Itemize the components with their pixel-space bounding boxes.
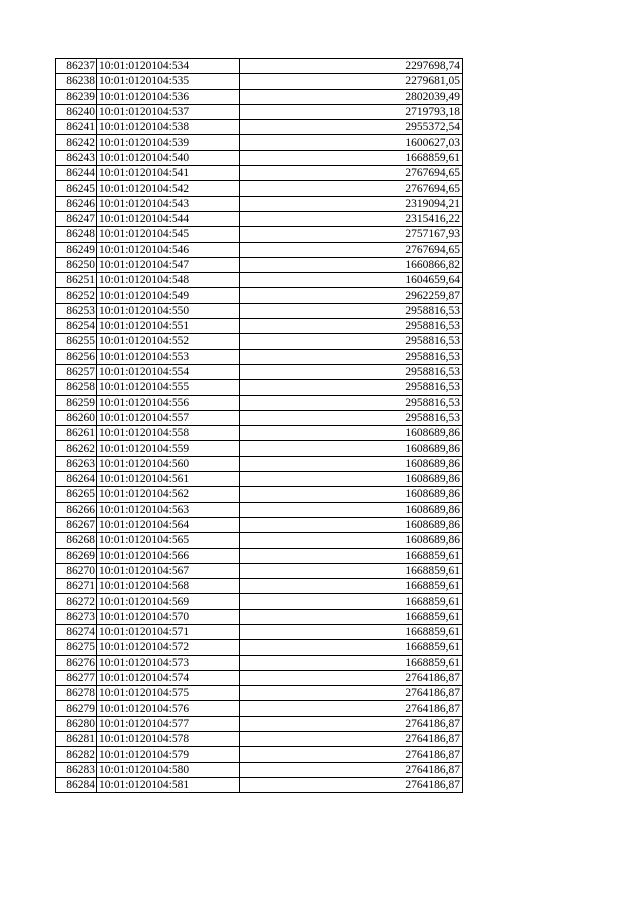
cadastral-number-cell: 10:01:0120104:555 [97, 380, 240, 395]
table-row [56, 762, 463, 777]
cadastral-number-cell: 10:01:0120104:541 [97, 166, 240, 181]
table-row [56, 89, 463, 104]
row-number-cell: 86242 [56, 135, 97, 150]
cadastral-value-cell: 2297698,74 [240, 59, 463, 74]
row-number-cell: 86244 [56, 166, 97, 181]
cadastral-number-cell: 10:01:0120104:540 [97, 150, 240, 165]
row-number-cell: 86264 [56, 472, 97, 487]
cadastral-number-cell: 10:01:0120104:565 [97, 533, 240, 548]
cadastral-number-cell: 10:01:0120104:550 [97, 303, 240, 318]
cadastral-value-cell: 2319094,21 [240, 196, 463, 211]
table-row [56, 670, 463, 685]
cadastral-number-cell: 10:01:0120104:537 [97, 104, 240, 119]
table-row [56, 120, 463, 135]
table-body [56, 59, 463, 793]
cadastral-value-cell: 1668859,61 [240, 655, 463, 670]
cadastral-value-cell: 1608689,86 [240, 426, 463, 441]
cadastral-number-cell: 10:01:0120104:542 [97, 181, 240, 196]
cadastral-value-cell: 1668859,61 [240, 579, 463, 594]
row-number-cell: 86275 [56, 640, 97, 655]
cadastral-number-cell: 10:01:0120104:566 [97, 548, 240, 563]
row-number-cell: 86277 [56, 670, 97, 685]
row-number-cell: 86273 [56, 609, 97, 624]
cadastral-number-cell: 10:01:0120104:539 [97, 135, 240, 150]
cadastral-value-cell: 1668859,61 [240, 150, 463, 165]
table-row [56, 303, 463, 318]
cadastral-number-cell: 10:01:0120104:568 [97, 579, 240, 594]
cadastral-value-cell: 2958816,53 [240, 303, 463, 318]
cadastral-number-cell: 10:01:0120104:538 [97, 120, 240, 135]
cadastral-value-cell: 1608689,86 [240, 502, 463, 517]
row-number-cell: 86239 [56, 89, 97, 104]
cadastral-value-cell: 1608689,86 [240, 533, 463, 548]
table-row [56, 701, 463, 716]
cadastral-number-cell: 10:01:0120104:573 [97, 655, 240, 670]
row-number-cell: 86259 [56, 395, 97, 410]
table-row [56, 563, 463, 578]
row-number-cell: 86274 [56, 624, 97, 639]
row-number-cell: 86260 [56, 410, 97, 425]
table-row [56, 426, 463, 441]
table-row [56, 517, 463, 532]
cadastral-value-cell: 1608689,86 [240, 456, 463, 471]
cadastral-number-cell: 10:01:0120104:545 [97, 227, 240, 242]
cadastral-number-cell: 10:01:0120104:556 [97, 395, 240, 410]
table-row [56, 319, 463, 334]
row-number-cell: 86281 [56, 732, 97, 747]
cadastral-value-cell: 2958816,53 [240, 319, 463, 334]
table-row [56, 410, 463, 425]
cadastral-value-cell: 1660866,82 [240, 257, 463, 272]
row-number-cell: 86248 [56, 227, 97, 242]
row-number-cell: 86254 [56, 319, 97, 334]
table-row [56, 395, 463, 410]
row-number-cell: 86271 [56, 579, 97, 594]
cadastral-number-cell: 10:01:0120104:553 [97, 349, 240, 364]
cadastral-number-cell: 10:01:0120104:551 [97, 319, 240, 334]
cadastral-value-cell: 1668859,61 [240, 640, 463, 655]
row-number-cell: 86279 [56, 701, 97, 716]
table-row [56, 166, 463, 181]
cadastral-number-cell: 10:01:0120104:574 [97, 670, 240, 685]
cadastral-number-cell: 10:01:0120104:544 [97, 211, 240, 226]
row-number-cell: 86245 [56, 181, 97, 196]
row-number-cell: 86268 [56, 533, 97, 548]
row-number-cell: 86266 [56, 502, 97, 517]
row-number-cell: 86237 [56, 59, 97, 74]
row-number-cell: 86272 [56, 594, 97, 609]
cadastral-number-cell: 10:01:0120104:581 [97, 777, 240, 792]
row-number-cell: 86262 [56, 441, 97, 456]
row-number-cell: 86269 [56, 548, 97, 563]
row-number-cell: 86278 [56, 686, 97, 701]
cadastral-value-cell: 2958816,53 [240, 395, 463, 410]
cadastral-number-cell: 10:01:0120104:577 [97, 716, 240, 731]
cadastral-number-cell: 10:01:0120104:560 [97, 456, 240, 471]
table-row [56, 380, 463, 395]
row-number-cell: 86263 [56, 456, 97, 471]
cadastral-number-cell: 10:01:0120104:543 [97, 196, 240, 211]
row-number-cell: 86243 [56, 150, 97, 165]
table-row [56, 472, 463, 487]
cadastral-value-cell: 2764186,87 [240, 777, 463, 792]
row-number-cell: 86282 [56, 747, 97, 762]
cadastral-number-cell: 10:01:0120104:563 [97, 502, 240, 517]
row-number-cell: 86252 [56, 288, 97, 303]
cadastral-number-cell: 10:01:0120104:567 [97, 563, 240, 578]
cadastral-number-cell: 10:01:0120104:578 [97, 732, 240, 747]
cadastral-value-cell: 2958816,53 [240, 334, 463, 349]
cadastral-number-cell: 10:01:0120104:548 [97, 273, 240, 288]
table-row [56, 135, 463, 150]
table-row [56, 686, 463, 701]
cadastral-value-cell: 2764186,87 [240, 732, 463, 747]
row-number-cell: 86283 [56, 762, 97, 777]
cadastral-value-cell: 2767694,65 [240, 166, 463, 181]
cadastral-value-cell: 2802039,49 [240, 89, 463, 104]
cadastral-value-cell: 1604659,64 [240, 273, 463, 288]
cadastral-value-cell: 1608689,86 [240, 487, 463, 502]
cadastral-number-cell: 10:01:0120104:576 [97, 701, 240, 716]
cadastral-value-cell: 2719793,18 [240, 104, 463, 119]
table-row [56, 59, 463, 74]
cadastral-number-cell: 10:01:0120104:580 [97, 762, 240, 777]
cadastral-value-cell: 1668859,61 [240, 548, 463, 563]
cadastral-value-cell: 2958816,53 [240, 364, 463, 379]
cadastral-number-cell: 10:01:0120104:572 [97, 640, 240, 655]
cadastral-value-cell: 1668859,61 [240, 609, 463, 624]
cadastral-value-cell: 2764186,87 [240, 762, 463, 777]
row-number-cell: 86258 [56, 380, 97, 395]
cadastral-value-cell: 1668859,61 [240, 624, 463, 639]
table-row [56, 716, 463, 731]
table-row [56, 487, 463, 502]
cadastral-value-cell: 2962259,87 [240, 288, 463, 303]
cadastral-number-cell: 10:01:0120104:536 [97, 89, 240, 104]
cadastral-number-cell: 10:01:0120104:559 [97, 441, 240, 456]
cadastral-value-cell: 2767694,65 [240, 181, 463, 196]
cadastral-number-cell: 10:01:0120104:549 [97, 288, 240, 303]
cadastral-number-cell: 10:01:0120104:571 [97, 624, 240, 639]
table-row [56, 579, 463, 594]
cadastral-value-cell: 1600627,03 [240, 135, 463, 150]
cadastral-value-cell: 2764186,87 [240, 701, 463, 716]
table-row [56, 364, 463, 379]
table-row [56, 502, 463, 517]
row-number-cell: 86238 [56, 74, 97, 89]
cadastral-number-cell: 10:01:0120104:562 [97, 487, 240, 502]
cadastral-number-cell: 10:01:0120104:569 [97, 594, 240, 609]
row-number-cell: 86256 [56, 349, 97, 364]
table-row [56, 273, 463, 288]
table-row [56, 609, 463, 624]
cadastral-value-cell: 1608689,86 [240, 472, 463, 487]
row-number-cell: 86241 [56, 120, 97, 135]
table-row [56, 732, 463, 747]
cadastral-number-cell: 10:01:0120104:557 [97, 410, 240, 425]
cadastral-value-cell: 2958816,53 [240, 380, 463, 395]
table-row [56, 227, 463, 242]
table-row [56, 242, 463, 257]
cadastral-number-cell: 10:01:0120104:554 [97, 364, 240, 379]
row-number-cell: 86267 [56, 517, 97, 532]
table-row [56, 594, 463, 609]
cadastral-value-cell: 2764186,87 [240, 686, 463, 701]
table-row [56, 533, 463, 548]
table-row [56, 74, 463, 89]
table-row [56, 196, 463, 211]
table-row [56, 104, 463, 119]
row-number-cell: 86240 [56, 104, 97, 119]
table-row [56, 211, 463, 226]
row-number-cell: 86284 [56, 777, 97, 792]
row-number-cell: 86251 [56, 273, 97, 288]
row-number-cell: 86257 [56, 364, 97, 379]
table-row [56, 441, 463, 456]
table-row [56, 257, 463, 272]
row-number-cell: 86270 [56, 563, 97, 578]
row-number-cell: 86249 [56, 242, 97, 257]
cadastral-value-cell: 2764186,87 [240, 670, 463, 685]
row-number-cell: 86261 [56, 426, 97, 441]
table-row [56, 349, 463, 364]
cadastral-value-cell: 2764186,87 [240, 747, 463, 762]
table-row [56, 288, 463, 303]
cadastral-value-cell: 2958816,53 [240, 349, 463, 364]
table-row [56, 624, 463, 639]
row-number-cell: 86280 [56, 716, 97, 731]
row-number-cell: 86255 [56, 334, 97, 349]
cadastral-number-cell: 10:01:0120104:535 [97, 74, 240, 89]
cadastral-value-table [55, 58, 463, 793]
cadastral-value-cell: 2757167,93 [240, 227, 463, 242]
cadastral-number-cell: 10:01:0120104:547 [97, 257, 240, 272]
cadastral-number-cell: 10:01:0120104:575 [97, 686, 240, 701]
cadastral-value-cell: 2958816,53 [240, 410, 463, 425]
cadastral-number-cell: 10:01:0120104:570 [97, 609, 240, 624]
table-row [56, 334, 463, 349]
table-row [56, 747, 463, 762]
cadastral-value-cell: 1668859,61 [240, 563, 463, 578]
table-row [56, 181, 463, 196]
cadastral-value-cell: 2315416,22 [240, 211, 463, 226]
cadastral-value-cell: 1608689,86 [240, 517, 463, 532]
table-row [56, 548, 463, 563]
row-number-cell: 86247 [56, 211, 97, 226]
row-number-cell: 86276 [56, 655, 97, 670]
row-number-cell: 86250 [56, 257, 97, 272]
cadastral-value-cell: 2955372,54 [240, 120, 463, 135]
row-number-cell: 86265 [56, 487, 97, 502]
table-row [56, 655, 463, 670]
cadastral-number-cell: 10:01:0120104:564 [97, 517, 240, 532]
table-row [56, 777, 463, 792]
cadastral-number-cell: 10:01:0120104:546 [97, 242, 240, 257]
row-number-cell: 86246 [56, 196, 97, 211]
table-row [56, 456, 463, 471]
cadastral-number-cell: 10:01:0120104:552 [97, 334, 240, 349]
table-row [56, 640, 463, 655]
cadastral-value-cell: 1608689,86 [240, 441, 463, 456]
cadastral-number-cell: 10:01:0120104:561 [97, 472, 240, 487]
table-row [56, 150, 463, 165]
row-number-cell: 86253 [56, 303, 97, 318]
cadastral-number-cell: 10:01:0120104:534 [97, 59, 240, 74]
cadastral-value-cell: 2279681,05 [240, 74, 463, 89]
cadastral-number-cell: 10:01:0120104:558 [97, 426, 240, 441]
cadastral-number-cell: 10:01:0120104:579 [97, 747, 240, 762]
cadastral-value-cell: 1668859,61 [240, 594, 463, 609]
cadastral-value-cell: 2764186,87 [240, 716, 463, 731]
cadastral-value-cell: 2767694,65 [240, 242, 463, 257]
